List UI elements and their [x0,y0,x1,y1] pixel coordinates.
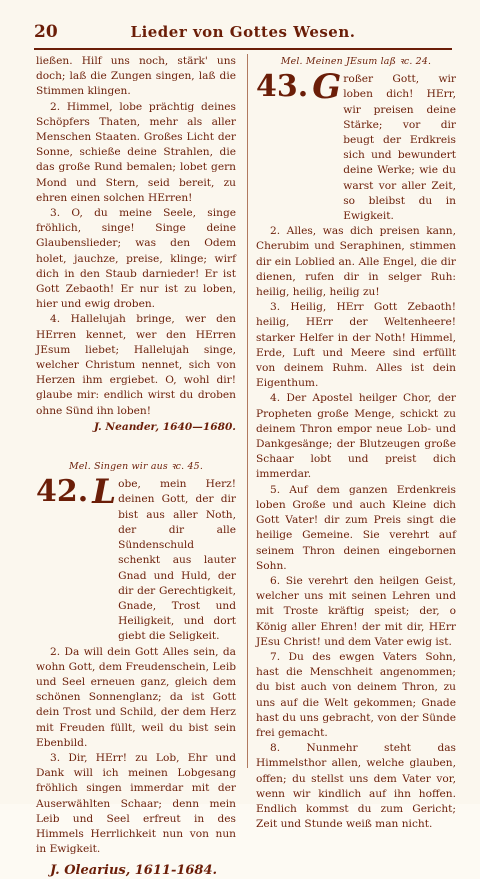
hymn43-melody: Mel. Meinen JEsum laß ꝛc. 24. [280,56,432,67]
hymn42-stanza-1: obe, mein Herz! deinen Gott, der dir bist aus aller Noth, der dir alle Sündenschuld schenkt aus lauter Gnad und Huld, der dir der Gerechtigkeit, Gnade, Trost und Heiligkeit, und dort giebt die Seligkeit. [118,478,236,643]
hymn42-dropcap: L [92,472,117,513]
hymn43-stanza-2: 2. Alles, was dich preisen kann, Cherubim und Seraphinen, stimmen dir ein Loblied an. Alle Engel, die dir dienen, rufen dir in selger Ruh: heilig, heilig, heilig zu! [256,225,456,299]
hymn42-number: 42. [36,474,89,510]
page-number: 20 [34,22,58,42]
hymn42-stanza-2: 2. Da will dein Gott Alles sein, da wohn Gott, dem Freudenschein, Leib und Seel erneuen ganz, gleich dem schönen Sonnenglanz; da ist Gott dein Trost und Schild, der dem Herz mit Freuden füllt, weil du bist sein Ebenbild. [36,645,236,749]
hymn42-opening [36,472,236,644]
header-rule [34,48,452,50]
hymn43-stanza-3: 3. Heilig, HErr Gott Zebaoth! heilig, HErr der Weltenheere! starker Helfer in der Noth! Himmel, Erde, Luft und Meere sind erfüllt von deinem Ruhm. Alles ist dein Eigenthum. [256,301,456,390]
hymn43-stanza-7: 7. Du des ewgen Vaters Sohn, hast die Menschheit angenommen; du bist auch von deinem Thron, zu uns auf die Welt gekommen; Gnade hast du uns gebracht, von der Sünde frei gemacht. [256,650,456,739]
hymn-spacer [36,435,236,455]
left-column [36,54,236,879]
right-column [256,54,456,832]
hymn43-stanza-1: roßer Gott, wir loben dich! HErr, wir preisen deine Stärke; vor dir beugt der Erdkreis sich und bewundert deine Werke; wie du warst vor aller Zeit, so bleibst du in Ewigkeit. [343,73,456,223]
column-divider [247,54,248,768]
hymn42-attribution: J. Olearius, 1611-1684. [50,863,218,879]
hymn42-stanza-3: 3. Dir, HErr! zu Lob, Ehr und Dank will ich meinen Lobgesang fröhlich singen immerdar mit der Auserwählten Schaar; denn mein Leib und Seel erfreut in des Himmels Herrlichkeit nun von nun in Ewigkeit. [36,751,236,856]
hymn42-melody: Mel. Singen wir aus ꝛc. 45. [69,461,203,473]
hymn41-stanza-3: 3. O, du meine Seele, singe fröhlich, singe! Singe deine Glaubenslieder; was den Odem holet, jauchze, preise, klinge; wirf dich in den Staub darnieder! Er ist Gott Zebaoth! Er nur ist zu loben, hier und ewig droben. [36,207,236,311]
hymn41-attribution: J. Neander, 1640—1680. [93,420,236,433]
hymn41-continuation: ließen. Hilf uns noch, stärk' uns doch; laß die Zungen singen, laß die Stimmen klingen. [36,55,236,98]
page-header [34,22,452,48]
hymn41-stanza-2: 2. Himmel, lobe prächtig deines Schöpfers Thaten, mehr als aller Menschen Staaten. Großes Licht der Sonne, schieße deine Strahlen, die das große Rund bemalen; lobet gern Mond und Stern, seid bereit, zu ehren einen solchen HErren! [36,100,236,204]
hymn43-stanza-8: 8. Nunmehr steht das Himmelsthor allen, welche glauben, offen; du stellst uns dem Vater vor, wenn wir kindlich auf ihn hoffen. Endlich kommst du zum Gericht; Zeit und Stunde weiß man nicht. [256,742,456,831]
hymn43-opening [256,67,456,224]
hymn41-stanza-4: 4. Hallelujah bringe, wer den HErren kennet, wer den HErren JEsum liebet; Hallelujah singe, welcher Christum nennet, sich von Herzen ihm ergiebet. O, wohl dir! glaube mir: endlich wirst du droben ohne Sünd ihn loben! [36,313,236,417]
hymn43-dropcap: G [312,67,342,108]
hymn43-stanza-4: 4. Der Apostel heilger Chor, der Propheten große Menge, schickt zu deinem Thron empor neue Lob- und Dankgesänge; der Blutzeugen große Schaar lobt und preist dich immerdar. [256,392,456,481]
running-head: Lieder von Gottes Wesen. [130,23,356,41]
hymn43-stanza-5: 5. Auf dem ganzen Erdenkreis loben Große und auch Kleine dich Gott Vater! dir zum Preis singt die heilige Gemeine. Sie verehrt auf seinem Thron deinen eingebornen Sohn. [256,483,456,572]
hymn43-stanza-6: 6. Sie verehrt den heilgen Geist, welcher uns mit seinen Lehren und mit Troste kräftig speist; der, o König aller Ehren! der mit dir, HErr JEsu Christ! und dem Vater ewig ist. [256,574,456,648]
hymn43-number: 43. [256,69,309,105]
